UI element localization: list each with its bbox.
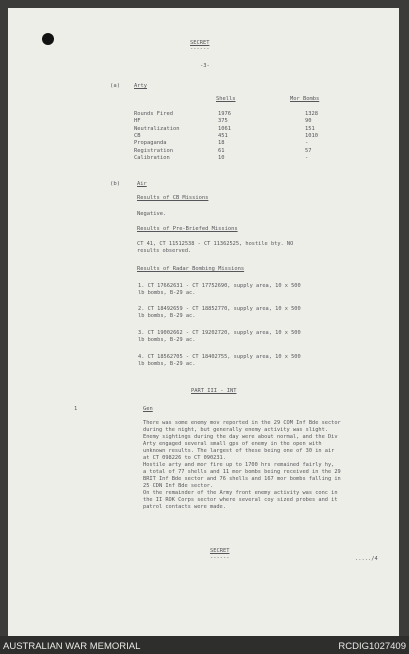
archive-name: AUSTRALIAN WAR MEMORIAL xyxy=(3,641,141,652)
heading-cb-missions: Results of CB Missions xyxy=(137,195,209,201)
row-label: Calibration xyxy=(134,154,170,161)
mor-bombs-value: 1328 xyxy=(305,111,318,117)
shells-value: 375 xyxy=(218,118,228,125)
section-b-label: (b) xyxy=(110,181,121,187)
table-row xyxy=(0,140,409,147)
table-row xyxy=(0,155,409,162)
table-row xyxy=(0,111,409,118)
security-classification-bottom: SECRET xyxy=(210,548,230,554)
pre-briefed-missions-text: CT 41, CT 11512538 - CT 11362525, hostile bty. NO results observed. xyxy=(137,241,294,254)
table-row xyxy=(0,148,409,155)
row-label: CB xyxy=(134,132,141,139)
mor-bombs-value: 151 xyxy=(305,125,315,132)
radar-mission-item: 3. CT 19002662 - CT 19202720, supply area, 10 x 500 lb bombs, B-29 ac. xyxy=(138,330,301,343)
shells-value: 61 xyxy=(218,147,225,154)
paragraph-number: 1 xyxy=(74,406,78,412)
section-a-title: Arty xyxy=(134,83,147,89)
row-label: Neutralization xyxy=(134,125,180,132)
archive-footer-bar xyxy=(0,636,409,654)
gen-paragraph: There was some enemy mov reported in the 29 COM Inf Bde sector during the night, but generally enemy activity was slight. Enemy sightings during the day were about normal, and the Div Arty engaged several small gps of enemy in the open with unknown results. The largest of these being one of 30 in air at CT 098226 to CT 090231. Hostile arty and mor fire up to 1700 hrs remained fairly hy, a total of 77 shells and 11 mor bombs being received in the 29 BRIT Inf Bde sector and 76 shells and 167 mor bombs falling in 25 CDN Inf Bde sector. On the remainder of the Army front enemy activity was conc in the II ROK Corps sector where several coy sized probes and it patrol contacts were made. xyxy=(143,420,341,510)
column-header-mor-bombs: Mor Bombs xyxy=(290,96,320,102)
heading-pre-briefed-missions: Results of Pre-Briefed Missions xyxy=(137,226,238,232)
radar-mission-item: 4. CT 18562705 - CT 18402755, supply area, 10 x 500 lb bombs, B-29 ac. xyxy=(138,354,301,367)
shells-value: 1061 xyxy=(218,125,231,132)
table-row xyxy=(0,126,409,133)
section-a-label: (a) xyxy=(110,83,121,89)
security-classification-top-rule: ------ xyxy=(190,46,210,52)
page-number: -3- xyxy=(200,63,210,69)
mor-bombs-value: - xyxy=(305,140,309,147)
row-label: Registration xyxy=(134,147,173,154)
mor-bombs-value: - xyxy=(305,154,309,161)
heading-gen: Gen xyxy=(143,406,153,412)
table-row xyxy=(0,118,409,125)
row-label: Propaganda xyxy=(134,140,167,147)
shells-value: 451 xyxy=(218,132,228,139)
document-page xyxy=(8,8,399,636)
mor-bombs-value: 90 xyxy=(305,118,312,125)
security-classification-bottom-rule: ------ xyxy=(210,555,230,561)
shells-value: 10 xyxy=(218,154,225,161)
mor-bombs-value: 57 xyxy=(305,147,312,154)
section-b-title: Air xyxy=(137,181,147,187)
row-label: Rounds Fired xyxy=(134,111,173,117)
mor-bombs-value: 1010 xyxy=(305,132,318,139)
row-label: HF xyxy=(134,118,141,125)
cb-missions-result: Negative. xyxy=(137,211,167,217)
column-header-shells: Shells xyxy=(216,96,236,102)
radar-mission-item: 2. CT 18492659 - CT 18852770, supply area, 10 x 500 lb bombs, B-29 ac. xyxy=(138,306,301,319)
shells-value: 1976 xyxy=(218,111,231,117)
archive-identifier: RCDIG1027409 xyxy=(338,641,406,652)
security-classification-top: SECRET xyxy=(190,40,210,46)
punch-hole xyxy=(42,33,54,45)
radar-mission-item: 1. CT 17662631 - CT 17752690, supply area, 10 x 500 lb bombs, B-29 ac. xyxy=(138,283,301,296)
continuation-marker: ...../4 xyxy=(355,556,378,562)
heading-radar-bombing-missions: Results of Radar Bombing Missions xyxy=(137,266,245,272)
part-title: PART III - INT xyxy=(191,388,237,394)
shells-value: 18 xyxy=(218,140,225,147)
table-row xyxy=(0,133,409,140)
